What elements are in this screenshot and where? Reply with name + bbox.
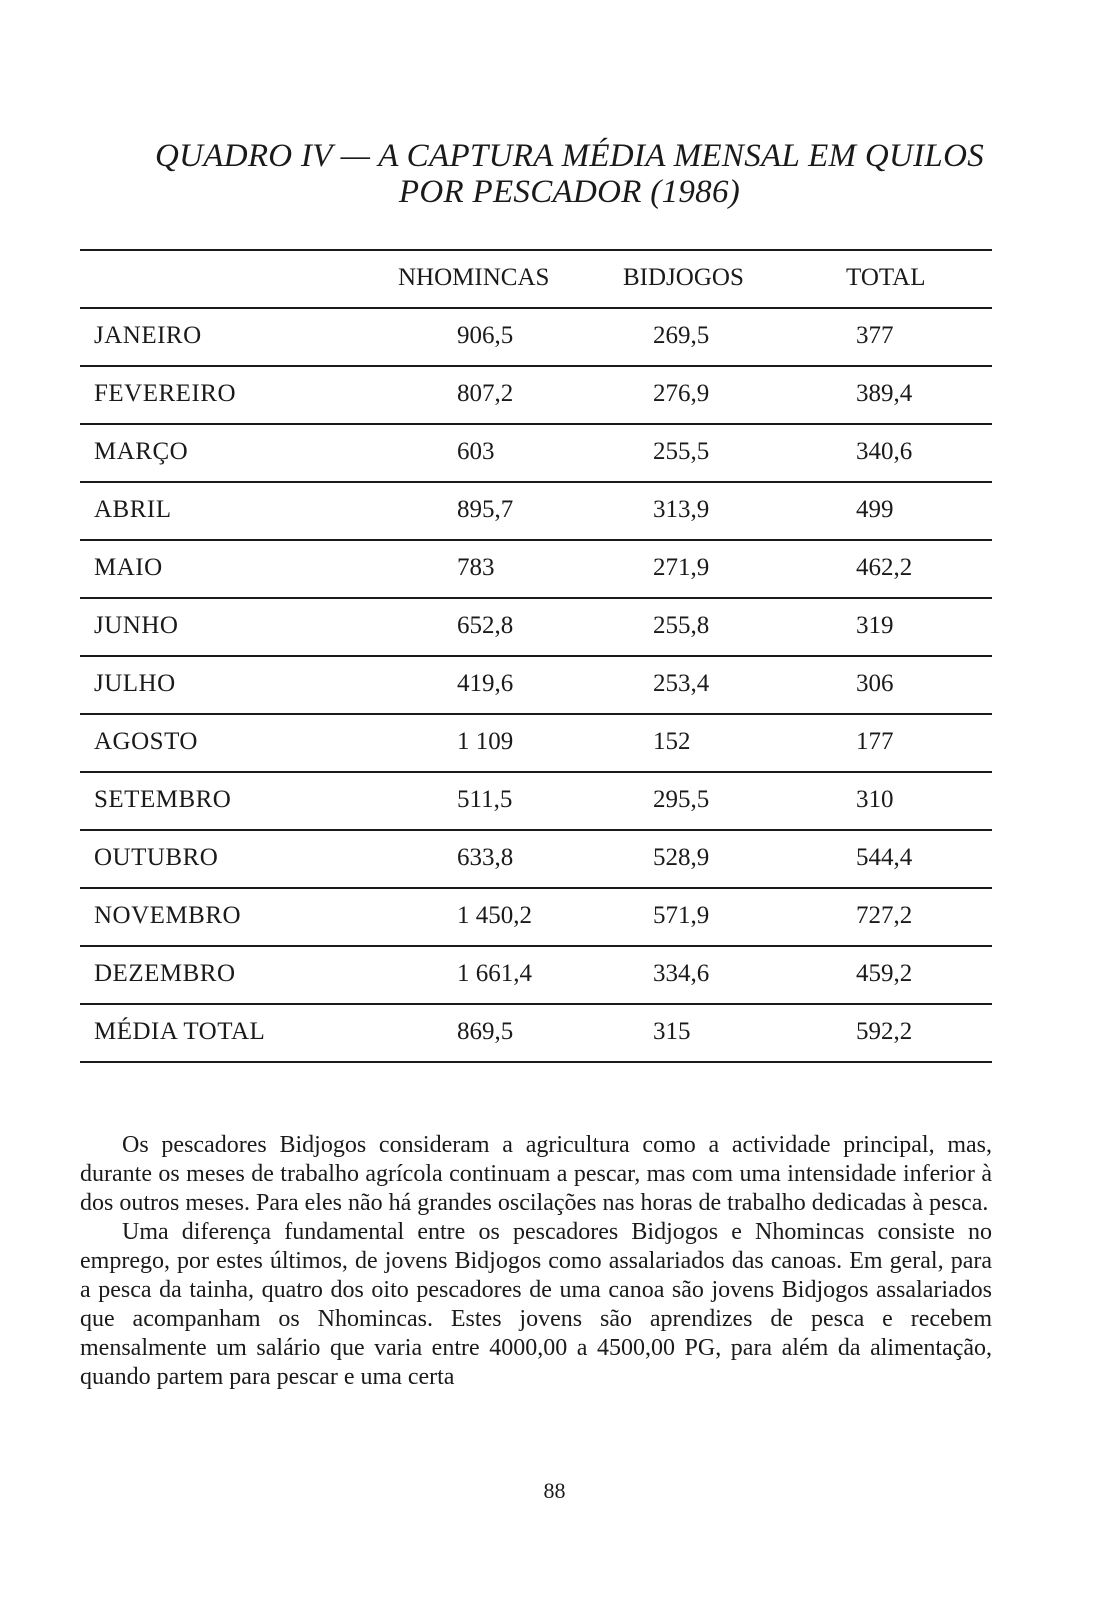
row-bidjogos: 571,9 xyxy=(653,902,710,929)
row-total: 389,4 xyxy=(856,380,913,407)
table-row xyxy=(80,945,992,1003)
row-bidjogos: 269,5 xyxy=(653,322,710,349)
row-month: MARÇO xyxy=(94,438,189,465)
row-nhomincas: 603 xyxy=(457,438,495,465)
paragraph: Os pescadores Bidjogos consideram a agricultura como a actividade principal, mas, durante os meses de trabalho agrícola continuam a pescar, mas com uma intensidade inferior à dos outros meses. Para eles não há grandes oscilações nas horas de trabalho dedicadas à pesca. xyxy=(80,1132,992,1216)
row-total: 727,2 xyxy=(856,902,913,929)
row-nhomincas: 1 661,4 xyxy=(457,960,532,987)
row-month: FEVEREIRO xyxy=(94,380,236,407)
row-month: NOVEMBRO xyxy=(94,902,242,929)
table-row xyxy=(80,307,992,365)
table-title xyxy=(0,138,1109,210)
row-total: 544,4 xyxy=(856,844,913,871)
row-bidjogos: 255,5 xyxy=(653,438,710,465)
table-row xyxy=(80,655,992,713)
row-bidjogos: 276,9 xyxy=(653,380,710,407)
row-bidjogos: 295,5 xyxy=(653,786,710,813)
row-month: JULHO xyxy=(94,670,176,697)
table-row xyxy=(80,539,992,597)
row-nhomincas: 419,6 xyxy=(457,670,514,697)
row-nhomincas: 633,8 xyxy=(457,844,514,871)
row-nhomincas: 1 450,2 xyxy=(457,902,532,929)
table-header-row xyxy=(80,249,992,307)
row-bidjogos: 315 xyxy=(653,1018,691,1045)
table-rule xyxy=(80,1061,992,1063)
table-row xyxy=(80,887,992,945)
row-total: 592,2 xyxy=(856,1018,913,1045)
row-total: 499 xyxy=(856,496,894,523)
row-month: DEZEMBRO xyxy=(94,960,236,987)
row-month: AGOSTO xyxy=(94,728,198,755)
row-total: 462,2 xyxy=(856,554,913,581)
row-bidjogos: 528,9 xyxy=(653,844,710,871)
body-text xyxy=(80,1131,992,1392)
row-bidjogos: 255,8 xyxy=(653,612,710,639)
table-row xyxy=(80,365,992,423)
row-bidjogos: 253,4 xyxy=(653,670,710,697)
row-month: JUNHO xyxy=(94,612,179,639)
row-month: SETEMBRO xyxy=(94,786,232,813)
row-month: MAIO xyxy=(94,554,163,581)
table-row xyxy=(80,829,992,887)
row-nhomincas: 869,5 xyxy=(457,1018,514,1045)
header-total: TOTAL xyxy=(846,264,926,291)
row-nhomincas: 652,8 xyxy=(457,612,514,639)
table-row xyxy=(80,481,992,539)
row-nhomincas: 511,5 xyxy=(457,786,513,813)
row-total: 306 xyxy=(856,670,894,697)
page-number: 88 xyxy=(543,1478,566,1503)
paragraph: Uma diferença fundamental entre os pescadores Bidjogos e Nhomincas consiste no emprego, por estes últimos, de jovens Bidjogos como assalariados das canoas. Em geral, para a pesca da tainha, quatro dos oito pescadores de uma canoa são jovens Bidjogos assalariados que acompanham os Nhomincas. Estes jovens são aprendizes de pesca e recebem mensalmente um salário que varia entre 4000,00 a 4500,00 PG, para além da alimentação, quando partem para pescar e uma certa xyxy=(80,1219,992,1390)
row-nhomincas: 895,7 xyxy=(457,496,514,523)
row-bidjogos: 334,6 xyxy=(653,960,710,987)
row-total: 319 xyxy=(856,612,894,639)
row-month: ABRIL xyxy=(94,496,172,523)
row-bidjogos: 152 xyxy=(653,728,691,755)
row-bidjogos: 313,9 xyxy=(653,496,710,523)
header-bidjogos: BIDJOGOS xyxy=(623,264,744,291)
row-total: 177 xyxy=(856,728,894,755)
table-title-line-2: POR PESCADOR (1986) xyxy=(398,174,741,210)
header-nhomincas: NHOMINCAS xyxy=(398,264,550,291)
row-total: 459,2 xyxy=(856,960,913,987)
table-row-total xyxy=(80,1003,992,1061)
row-total: 310 xyxy=(856,786,894,813)
table-row xyxy=(80,423,992,481)
table-row xyxy=(80,597,992,655)
row-total: 377 xyxy=(856,322,894,349)
row-nhomincas: 1 109 xyxy=(457,728,514,755)
row-nhomincas: 783 xyxy=(457,554,495,581)
row-month: OUTUBRO xyxy=(94,844,219,871)
table-row xyxy=(80,713,992,771)
row-nhomincas: 807,2 xyxy=(457,380,514,407)
table-row xyxy=(80,771,992,829)
row-bidjogos: 271,9 xyxy=(653,554,710,581)
row-month: JANEIRO xyxy=(94,322,202,349)
row-total: 340,6 xyxy=(856,438,913,465)
table-title-line-1: QUADRO IV — A CAPTURA MÉDIA MENSAL EM QUILOS xyxy=(154,138,984,174)
row-nhomincas: 906,5 xyxy=(457,322,514,349)
row-month: MÉDIA TOTAL xyxy=(94,1018,266,1045)
